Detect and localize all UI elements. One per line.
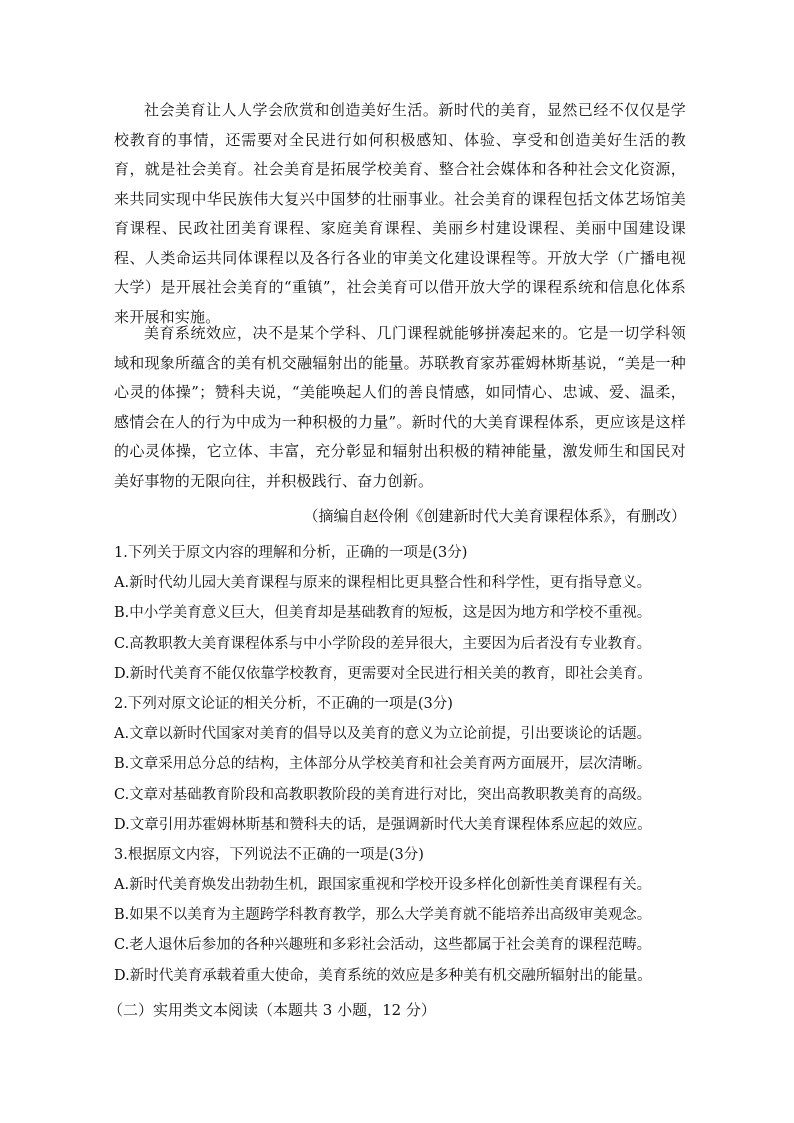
passage-source: （摘编自赵伶俐《创建新时代大美育课程体系》，有删改）: [303, 507, 686, 525]
option-c: C.高教职教大美育课程体系与中小学阶段的差异很大，主要因为后者没有专业教育。: [114, 635, 652, 652]
question-stem: 1.下列关于原文内容的理解和分析，正确的一项是(3分): [114, 545, 468, 561]
option-a: A.文章以新时代国家对美育的倡导以及美育的意义为立论前提，引出要谈论的话题。: [114, 726, 652, 743]
option-a: A.新时代美育焕发出勃勃生机，跟国家重视和学校开设多样化创新性美育课程有关。: [114, 877, 652, 894]
option-d: D.新时代美育承载着重大使命，美育系统的效应是多种美有机交融所辐射出的能量。: [114, 967, 652, 984]
option-d: D.文章引用苏霍姆林斯基和赞科夫的话，是强调新时代大美育课程体系应起的效应。: [114, 816, 652, 833]
option-b: B.如果不以美育为主题跨学科教育教学，那么大学美育就不能培养出高级审美观念。: [114, 907, 652, 924]
option-b: B.中小学美育意义巨大，但美育却是基础教育的短板，这是因为地方和学校不重视。: [114, 605, 652, 622]
question-1: [114, 538, 714, 689]
question-3: [114, 840, 714, 991]
passage-paragraph-2: 美育系统效应，决不是某个学科、几门课程就能够拼凑起来的。它是一切学科领域和现象所蕴含的美有机交融辐射出的能量。苏联教育家苏霍姆林斯基说，“美是一种心灵的体操”；赞科夫说，“美能唤起人们的善良情感，如同情心、忠诚、爱、温柔，感情会在人的行为中成为一种积极的力量”。新时代的大美育课程体系，更应该是这样的心灵体操，它立体、丰富，充分彰显和辐射出积极的精神能量，激发师生和国民对美好事物的无限向往，并积极践行、奋力创新。: [114, 324, 686, 490]
section-heading: （二）实用类文本阅读（本题共 3 小题，12 分）: [108, 1001, 436, 1019]
option-c: C.老人退休后参加的各种兴趣班和多彩社会活动，这些都属于社会美育的课程范畴。: [114, 937, 652, 954]
option-a: A.新时代幼儿园大美育课程与原来的课程相比更具整合性和科学性，更有指导意义。: [114, 575, 652, 592]
passage-paragraph-1: 社会美育让人人学会欣赏和创造美好生活。新时代的美育，显然已经不仅仅是学校教育的事情，还需要对全民进行如何积极感知、体验、享受和创造美好生活的教育，就是社会美育。社会美育是拓展学校美育、整合社会媒体和各种社会文化资源，来共同实现中华民族伟大复兴中国梦的壮丽事业。社会美育的课程包括文体艺场馆美育课程、民政社团美育课程、家庭美育课程、美丽乡村建设课程、美丽中国建设课程、人类命运共同体课程以及各行各业的审美文化建设课程等。开放大学（广播电视大学）是开展社会美育的“重镇”，社会美育可以借开放大学的课程系统和信息化体系来开展和实施。: [114, 101, 686, 326]
option-d: D.新时代美育不能仅依靠学校教育，更需要对全民进行相关美的教育，即社会美育。: [114, 665, 652, 682]
question-list: [114, 538, 714, 991]
option-c: C.文章对基础教育阶段和高教职教阶段的美育进行对比，突出高教职教美育的高级。: [114, 786, 652, 803]
question-stem: 3.根据原文内容，下列说法不正确的一项是(3分): [114, 846, 424, 863]
question-2: [114, 689, 714, 840]
question-stem: 2.下列对原文论证的相关分析，不正确的一项是(3分): [114, 695, 453, 712]
option-b: B.文章采用总分总的结构，主体部分从学校美育和社会美育两方面展开，层次清晰。: [114, 756, 652, 773]
